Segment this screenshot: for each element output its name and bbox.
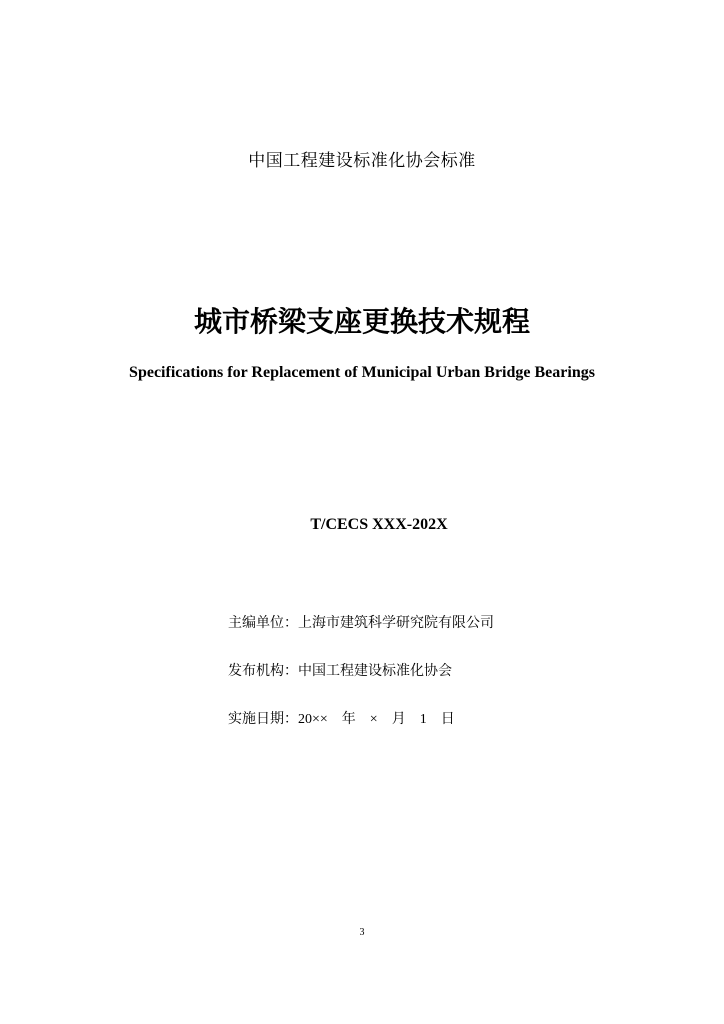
effective-date-day: 1 bbox=[419, 712, 427, 727]
publisher-value: 中国工程建设标准化协会 bbox=[298, 663, 452, 679]
editor-label: 主编单位： bbox=[228, 615, 298, 631]
publisher-label: 发布机构： bbox=[228, 663, 298, 679]
editor-value: 上海市建筑科学研究院有限公司 bbox=[298, 615, 494, 631]
standard-title: 城市桥梁支座更换技术规程 bbox=[193, 305, 530, 338]
effective-date-line bbox=[228, 708, 455, 728]
standard-code: T/CECS XXX-202X bbox=[310, 516, 448, 533]
effective-date-day-unit: 日 bbox=[440, 711, 455, 727]
english-title: Specifications for Replacement of Municipal Urban Bridge Bearings bbox=[129, 364, 595, 381]
effective-date-label: 实施日期： bbox=[228, 711, 298, 727]
page-number: 3 bbox=[359, 927, 365, 938]
effective-date-year: 20×× bbox=[298, 712, 328, 727]
editor-line bbox=[228, 612, 494, 632]
publisher-line bbox=[228, 660, 452, 680]
effective-date-year-unit: 年 bbox=[341, 711, 356, 727]
organization-title: 中国工程建设标准化协会标准 bbox=[248, 151, 476, 171]
effective-date-month-unit: 月 bbox=[391, 711, 406, 727]
effective-date-month: × bbox=[369, 712, 378, 727]
